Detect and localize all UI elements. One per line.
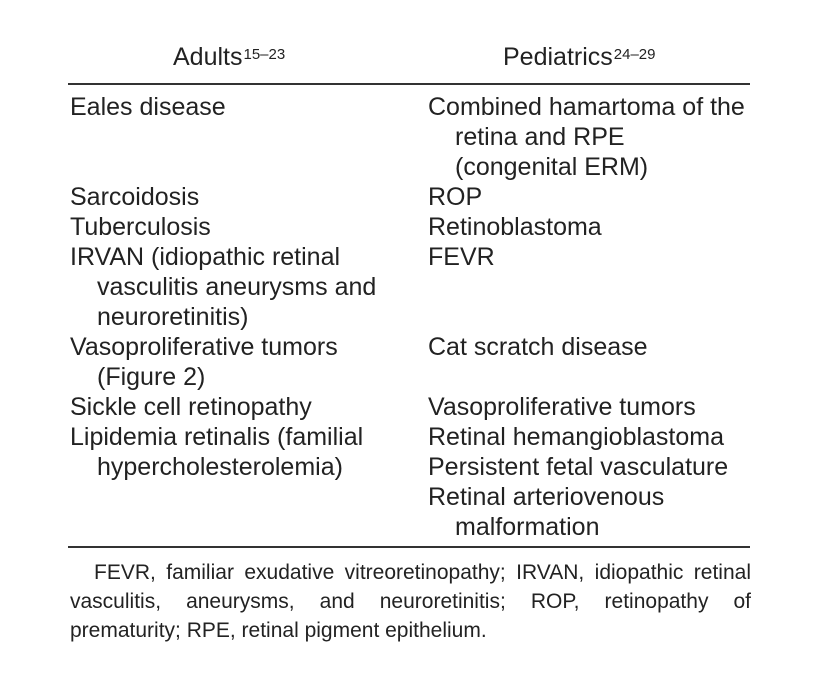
list-item: Retinoblastoma [428, 213, 602, 241]
column-header-adults [173, 42, 285, 72]
adults-column [70, 92, 415, 482]
list-item: Combined hamartoma of the retina and RPE (congenital ERM) [428, 93, 745, 181]
list-item: Tuberculosis [70, 213, 211, 241]
column-header-pediatrics [503, 42, 655, 72]
column-header-adults-ref: 15–23 [243, 46, 286, 63]
column-header-pediatrics-label: Pediatrics [503, 43, 613, 71]
list-item: Lipidemia retinalis (familial hypercholesterolemia) [70, 423, 364, 481]
list-item: Retinal hemangioblastoma [428, 423, 725, 451]
list-item: Sarcoidosis [70, 183, 200, 211]
list-item: FEVR [428, 243, 495, 271]
table-footnote: FEVR, familiar exudative vitreoretinopathy; IRVAN, idiopathic retinal vasculitis, aneurysms, and neuroretinitis; ROP, retinopathy of prematurity; RPE, retinal pigment epithelium. [70, 561, 751, 642]
list-item: Cat scratch disease [428, 333, 648, 361]
list-item: Sickle cell retinopathy [70, 393, 312, 421]
list-item: Eales disease [70, 93, 226, 121]
header-rule [68, 83, 750, 85]
list-item: Persistent fetal vasculature [428, 453, 729, 481]
column-header-pediatrics-ref: 24–29 [613, 46, 656, 63]
list-item: Vasoproliferative tumors [428, 393, 696, 421]
list-item: IRVAN (idiopathic retinal vasculitis aneurysms and neuroretinitis) [70, 243, 377, 331]
column-header-adults-label: Adults [173, 43, 243, 71]
list-item: Vasoproliferative tumors (Figure 2) [70, 333, 338, 391]
table-bottom-rule [68, 546, 750, 548]
list-item: Retinal arteriovenous malformation [428, 483, 665, 541]
list-item: ROP [428, 183, 483, 211]
pediatrics-column [428, 92, 750, 542]
